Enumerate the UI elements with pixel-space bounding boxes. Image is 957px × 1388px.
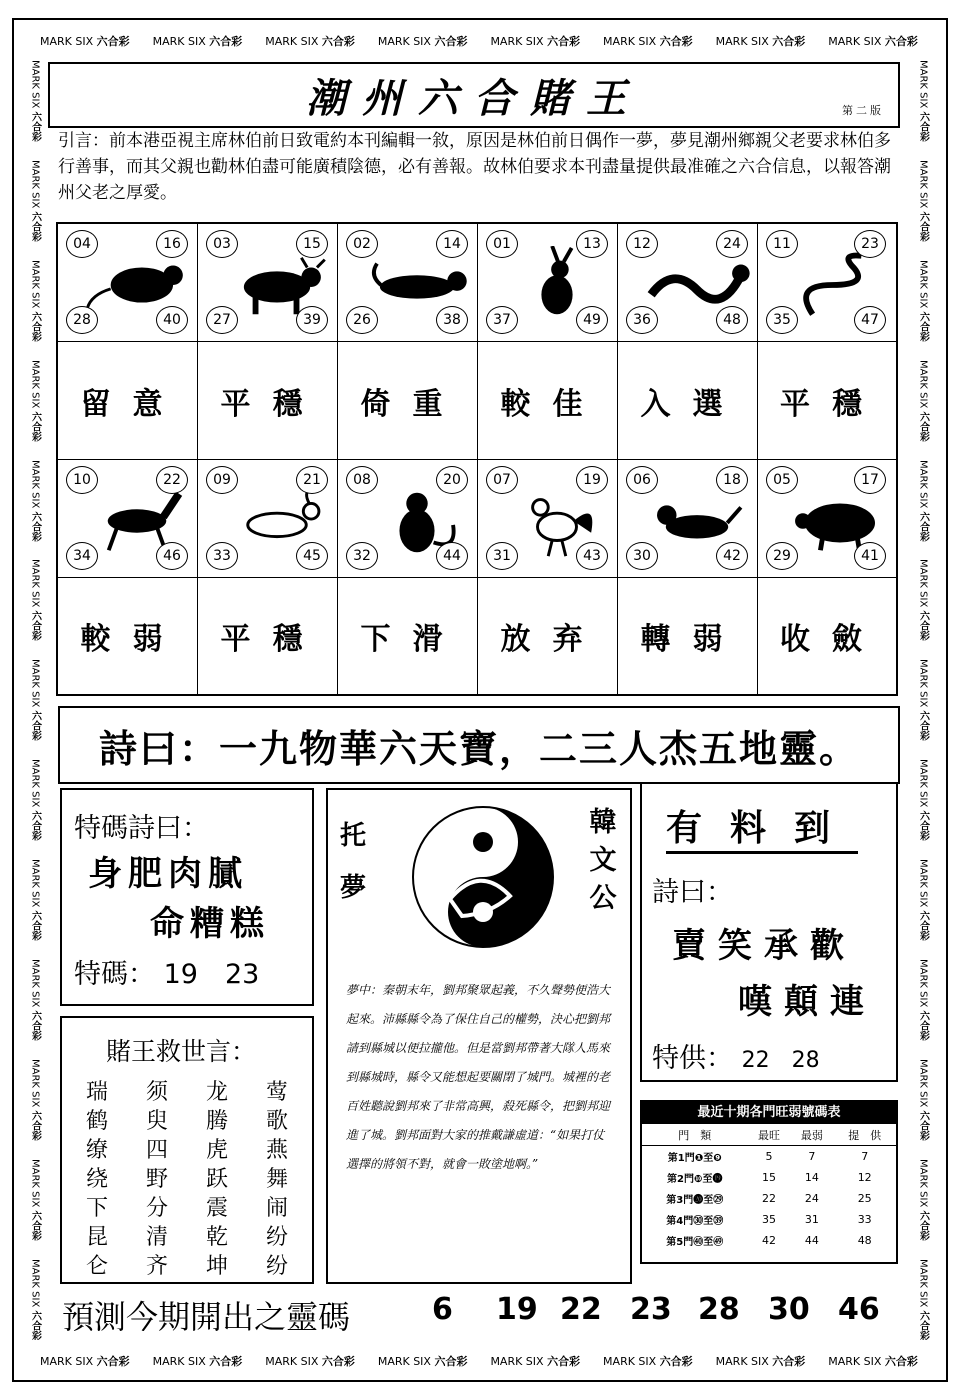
zodiac-number: 02 (346, 230, 378, 258)
zodiac-status-cell (198, 342, 338, 460)
watermark-cn: 六合彩 (772, 1355, 806, 1368)
watermark-cn: 六合彩 (96, 1355, 130, 1368)
page-title: 潮州六合賭王 (306, 74, 642, 122)
watermark-text (28, 460, 43, 542)
watermark-brand: MARK SIX (917, 60, 929, 109)
zodiac-status-cell (478, 578, 618, 694)
zodiac-status-cell (338, 578, 478, 694)
watermark-cn: 六合彩 (29, 610, 41, 641)
watermark-brand: MARK SIX (917, 1158, 929, 1207)
zodiac-status-cell (478, 342, 618, 460)
stats-cell: 7 (808, 1150, 816, 1163)
watermark-brand: MARK SIX (152, 1355, 206, 1368)
zodiac-number: 16 (156, 230, 188, 258)
watermark-text (28, 759, 43, 841)
material-line2: 嘆顛連 (738, 982, 876, 1022)
stats-cell: 44 (804, 1234, 819, 1247)
watermark-text (916, 1059, 931, 1141)
zodiac-number: 43 (576, 542, 608, 570)
zodiac-number: 35 (766, 306, 798, 334)
watermark-cn: 六合彩 (772, 35, 806, 48)
watermark-brand: MARK SIX (917, 559, 929, 608)
stats-row (642, 1167, 896, 1188)
stats-row (642, 1230, 896, 1251)
watermark-cn: 六合彩 (917, 710, 929, 741)
material-supply-row (652, 1036, 820, 1075)
stats-title: 最近十期各門旺弱號碼表 (642, 1102, 896, 1124)
watermark-cn: 六合彩 (321, 1355, 355, 1368)
watermark-cn: 六合彩 (209, 35, 243, 48)
material-supply-value: 22 28 (741, 1048, 820, 1073)
material-line1: 賣笑承歡 (672, 926, 856, 966)
zodiac-status-cell (338, 342, 478, 460)
watermark-text (916, 959, 931, 1041)
zodiac-cell (338, 460, 478, 578)
watermark-brand: MARK SIX (265, 1355, 319, 1368)
watermark-text (40, 33, 130, 49)
zodiac-number: 48 (716, 306, 748, 334)
zodiac-number: 36 (626, 306, 658, 334)
watermark-cn: 六合彩 (29, 511, 41, 541)
watermark-text (28, 959, 43, 1041)
watermark-text (28, 60, 43, 142)
prediction-number: 22 (560, 1292, 602, 1327)
stats-header-cell: 門 類 (642, 1124, 748, 1146)
watermark-brand: MARK SIX (603, 1355, 657, 1368)
watermark-brand: MARK SIX (917, 159, 929, 209)
stats-cell: 48 (857, 1234, 872, 1247)
watermark-cn: 六合彩 (29, 311, 41, 342)
watermark-text (603, 1353, 693, 1369)
zodiac-number: 07 (486, 466, 518, 494)
watermark-brand: MARK SIX (917, 259, 929, 309)
prediction-number: 30 (768, 1292, 810, 1327)
zodiac-cell (58, 224, 198, 342)
zodiac-number: 37 (486, 306, 518, 334)
watermark-brand: MARK SIX (29, 859, 41, 908)
zodiac-number: 18 (716, 466, 748, 494)
zodiac-number: 15 (296, 230, 328, 258)
watermark-cn: 六合彩 (917, 910, 929, 941)
zodiac-number: 12 (626, 230, 658, 258)
watermark-band-top (40, 28, 918, 54)
watermark-cn: 六合彩 (884, 35, 918, 48)
zodiac-number: 29 (766, 542, 798, 570)
zodiac-number: 26 (346, 306, 378, 334)
savior-box (60, 1016, 314, 1284)
stats-cell: 7 (861, 1150, 869, 1163)
stats-cell: 35 (761, 1213, 776, 1226)
watermark-cn: 六合彩 (917, 1310, 929, 1340)
zodiac-status: 轉弱 (640, 622, 745, 657)
zodiac-number: 42 (716, 542, 748, 570)
zodiac-number: 40 (156, 306, 188, 334)
watermark-cn: 六合彩 (917, 511, 929, 541)
watermark-text (28, 1259, 43, 1341)
stats-cell: 33 (857, 1213, 872, 1226)
zodiac-status: 平穩 (780, 386, 884, 422)
special-code-box (60, 788, 314, 1006)
watermark-cn: 六合彩 (917, 311, 929, 342)
watermark-brand: MARK SIX (29, 60, 41, 109)
watermark-text (916, 659, 931, 741)
material-label: 詩曰： (652, 877, 733, 908)
watermark-cn: 六合彩 (917, 111, 929, 142)
watermark-text (916, 60, 931, 142)
zodiac-status-cell (758, 342, 896, 460)
zodiac-status-cell (58, 578, 198, 694)
zodiac-cell (478, 224, 618, 342)
zodiac-number: 21 (296, 466, 328, 494)
watermark-cn: 六合彩 (29, 810, 41, 841)
intro-text: 引言：前本港亞視主席林伯前日致電約本刊編輯一敘，原因是林伯前日偶作一夢，夢見潮州鄉親父老要求林伯多行善事，而其父親也勸林伯盡可能廣積陰德，必有善報。故林伯要求本刊盡量提供最准確之六合信息，以報答潮州父老之厚愛。 (58, 131, 891, 203)
watermark-brand: MARK SIX (29, 759, 41, 808)
zodiac-number: 34 (66, 542, 98, 570)
watermark-text (28, 859, 43, 941)
special-code-row (74, 952, 259, 991)
watermark-text (28, 260, 43, 342)
poem-banner: 詩曰：一九物華六天寶，二三人杰五地靈。 (58, 706, 900, 784)
zodiac-number: 39 (296, 306, 328, 334)
watermark-brand: MARK SIX (490, 35, 544, 48)
watermark-brand: MARK SIX (917, 759, 929, 808)
watermark-text (265, 33, 355, 49)
watermark-brand: MARK SIX (917, 1058, 929, 1108)
watermark-brand: MARK SIX (917, 359, 929, 408)
zodiac-number: 23 (854, 230, 886, 258)
stats-header-cell: 最弱 (790, 1124, 833, 1146)
watermark-text (153, 33, 243, 49)
watermark-text (490, 1353, 580, 1369)
zodiac-number: 31 (486, 542, 518, 570)
watermark-text (28, 1159, 43, 1241)
watermark-cn: 六合彩 (917, 610, 929, 641)
watermark-brand: MARK SIX (917, 859, 929, 908)
watermark-cn: 六合彩 (29, 910, 41, 941)
watermark-text (490, 33, 580, 49)
stats-row (642, 1209, 896, 1230)
watermark-cn: 六合彩 (96, 35, 130, 48)
watermark-brand: MARK SIX (40, 1355, 94, 1368)
watermark-text (28, 1059, 43, 1141)
watermark-brand: MARK SIX (29, 559, 41, 608)
zodiac-number: 44 (436, 542, 468, 570)
watermark-brand: MARK SIX (29, 958, 41, 1008)
stats-cell: 15 (761, 1171, 776, 1184)
zodiac-number: 27 (206, 306, 238, 334)
dream-story: 夢中：秦朝末年，劉邦聚眾起義，不久聲勢便浩大起來。沛縣縣令為了保住自己的權勢，決心把劉邦請到縣城以便拉攏他。但是當劉邦帶著大隊人馬來到縣城時，縣令又能想起要關閉了城門。城裡的老百姓聽說劉邦來了非常高興，殺死縣令，把劉邦迎進了城。劉邦面對大家的推戴謙虛道：“如果打仗選擇的將領不對，就會一敗塗地啊。” (346, 983, 611, 1171)
watermark-text (378, 33, 468, 49)
zodiac-status: 較佳 (500, 386, 605, 422)
watermark-text (603, 33, 693, 49)
stats-row (642, 1188, 896, 1209)
watermark-cn: 六合彩 (209, 1355, 243, 1368)
special-code-value: 19 23 (163, 959, 260, 990)
watermark-brand: MARK SIX (828, 1355, 882, 1368)
watermark-text (916, 360, 931, 442)
zodiac-number: 22 (156, 466, 188, 494)
watermark-cn: 六合彩 (29, 1010, 41, 1041)
watermark-brand: MARK SIX (917, 958, 929, 1008)
watermark-brand: MARK SIX (40, 35, 94, 48)
zodiac-number: 45 (296, 542, 328, 570)
stats-cell: 25 (857, 1192, 872, 1205)
watermark-cn: 六合彩 (321, 35, 355, 48)
stats-cell: 12 (857, 1171, 872, 1184)
watermark-band-bottom (40, 1348, 918, 1374)
savior-column: 须臾四野分清齐 (145, 1080, 168, 1279)
watermark-brand: MARK SIX (29, 659, 41, 708)
zodiac-cell (338, 224, 478, 342)
dream-box (326, 788, 632, 1284)
zodiac-status-cell (198, 578, 338, 694)
zodiac-status-cell (618, 342, 758, 460)
zodiac-cell (758, 460, 896, 578)
watermark-cn: 六合彩 (917, 1010, 929, 1041)
zodiac-status-cell (618, 578, 758, 694)
watermark-brand: MARK SIX (29, 159, 41, 209)
watermark-brand: MARK SIX (917, 659, 929, 708)
watermark-cn: 六合彩 (917, 1210, 929, 1241)
zodiac-number: 32 (346, 542, 378, 570)
watermark-text (716, 1353, 806, 1369)
watermark-text (716, 33, 806, 49)
zodiac-number: 13 (576, 230, 608, 258)
watermark-brand: MARK SIX (152, 35, 206, 48)
watermark-text (265, 1353, 355, 1369)
watermark-brand: MARK SIX (715, 1355, 769, 1368)
watermark-brand: MARK SIX (917, 459, 929, 508)
watermark-cn: 六合彩 (659, 1355, 693, 1368)
zodiac-status: 留意 (80, 386, 185, 422)
watermark-cn: 六合彩 (434, 35, 468, 48)
yin-yang-icon (410, 804, 556, 950)
zodiac-cell (58, 460, 198, 578)
savior-column: 莺歌燕舞闹纷纷 (265, 1080, 288, 1279)
savior-title: 賭王救世言： (106, 1037, 257, 1066)
stats-cell: 第3門⓴至㉙ (666, 1195, 724, 1206)
title-box (48, 62, 900, 128)
watermark-brand: MARK SIX (603, 35, 657, 48)
watermark-cn: 六合彩 (29, 1310, 41, 1340)
zodiac-number: 24 (716, 230, 748, 258)
material-title: 有料到 (666, 800, 858, 854)
special-label: 特碼詩曰： (74, 813, 209, 844)
watermark-cn: 六合彩 (29, 211, 41, 242)
stats-cell: 14 (804, 1171, 819, 1184)
stats-header-cell: 最旺 (748, 1124, 791, 1146)
watermark-cn: 六合彩 (434, 1355, 468, 1368)
watermark-text (828, 33, 918, 49)
watermark-brand: MARK SIX (828, 35, 882, 48)
zodiac-number: 33 (206, 542, 238, 570)
prediction-number: 23 (630, 1292, 672, 1327)
zodiac-number: 20 (436, 466, 468, 494)
watermark-text (916, 859, 931, 941)
watermark-text (153, 1353, 243, 1369)
stats-table (642, 1124, 896, 1251)
zodiac-status: 平穩 (220, 622, 325, 657)
watermark-cn: 六合彩 (917, 211, 929, 242)
watermark-text (916, 160, 931, 242)
watermark-brand: MARK SIX (29, 1058, 41, 1108)
stats-cell: 第2門❿至⓳ (667, 1174, 723, 1185)
zodiac-number: 03 (206, 230, 238, 258)
stats-cell: 31 (804, 1213, 819, 1226)
savior-column: 瑞鹤缭绕下昆仑 (85, 1080, 108, 1279)
watermark-cn: 六合彩 (917, 810, 929, 841)
prediction-number: 28 (698, 1292, 740, 1327)
watermark-band-right (910, 60, 936, 1340)
watermark-cn: 六合彩 (917, 411, 929, 442)
prediction-number: 19 (496, 1292, 538, 1327)
zodiac-number: 47 (854, 306, 886, 334)
stats-cell: 第1門❶至❾ (667, 1153, 722, 1164)
stats-cell: 42 (761, 1234, 776, 1247)
watermark-brand: MARK SIX (377, 1355, 431, 1368)
zodiac-cell (618, 224, 758, 342)
watermark-brand: MARK SIX (29, 459, 41, 508)
watermark-cn: 六合彩 (659, 35, 693, 48)
edition-label: 第二版 (842, 104, 884, 117)
watermark-brand: MARK SIX (29, 359, 41, 408)
stats-cell: 第4門㉚至㊴ (666, 1216, 724, 1227)
watermark-text (916, 559, 931, 641)
watermark-cn: 六合彩 (547, 1355, 581, 1368)
stats-cell: 22 (761, 1192, 776, 1205)
zodiac-number: 41 (854, 542, 886, 570)
special-line1: 身肥肉膩 (88, 854, 248, 894)
special-code-label: 特碼： (74, 959, 155, 990)
zodiac-number: 05 (766, 466, 798, 494)
zodiac-status-cell (758, 578, 896, 694)
stats-box (640, 1100, 898, 1264)
watermark-brand: MARK SIX (29, 1258, 41, 1307)
zodiac-cell (618, 460, 758, 578)
zodiac-status: 放弃 (500, 622, 605, 657)
zodiac-cell (198, 224, 338, 342)
zodiac-number: 17 (854, 466, 886, 494)
watermark-cn: 六合彩 (29, 111, 41, 142)
watermark-text (916, 1259, 931, 1341)
watermark-brand: MARK SIX (29, 1158, 41, 1207)
watermark-text (40, 1353, 130, 1369)
zodiac-status: 較弱 (80, 622, 185, 657)
stats-header-row (642, 1124, 896, 1146)
stats-row (642, 1146, 896, 1168)
prediction-number: 46 (838, 1292, 880, 1327)
watermark-brand: MARK SIX (715, 35, 769, 48)
zodiac-cell (758, 224, 896, 342)
watermark-text (28, 360, 43, 442)
prediction-number: 6 (432, 1292, 453, 1327)
zodiac-number: 01 (486, 230, 518, 258)
watermark-brand: MARK SIX (917, 1258, 929, 1307)
zodiac-number: 28 (66, 306, 98, 334)
watermark-text (378, 1353, 468, 1369)
savior-column: 龙腾虎跃震乾坤 (205, 1080, 228, 1279)
zodiac-cell (478, 460, 618, 578)
zodiac-cell (198, 460, 338, 578)
watermark-text (916, 759, 931, 841)
zodiac-status: 下滑 (360, 622, 465, 657)
zodiac-number: 14 (436, 230, 468, 258)
zodiac-number: 11 (766, 230, 798, 258)
zodiac-number: 10 (66, 466, 98, 494)
zodiac-status: 入選 (640, 386, 745, 422)
zodiac-number: 49 (576, 306, 608, 334)
watermark-band-left (22, 60, 48, 1340)
zodiac-status: 收斂 (780, 622, 884, 657)
dream-left-label: 托夢 (340, 821, 367, 903)
zodiac-number: 06 (626, 466, 658, 494)
watermark-text (28, 160, 43, 242)
zodiac-status-cell (58, 342, 198, 460)
zodiac-number: 19 (576, 466, 608, 494)
watermark-cn: 六合彩 (29, 710, 41, 741)
stats-cell: 第5門㊵至㊾ (666, 1237, 724, 1248)
watermark-text (28, 659, 43, 741)
watermark-cn: 六合彩 (29, 1110, 41, 1141)
watermark-cn: 六合彩 (884, 1355, 918, 1368)
watermark-text (828, 1353, 918, 1369)
special-line2: 命糟糕 (150, 904, 270, 944)
material-supply-label: 特供： (652, 1043, 733, 1074)
watermark-brand: MARK SIX (29, 259, 41, 309)
zodiac-status: 倚重 (360, 386, 465, 422)
dream-right-label: 韓文公 (589, 807, 617, 914)
zodiac-number: 09 (206, 466, 238, 494)
watermark-cn: 六合彩 (29, 411, 41, 442)
watermark-brand: MARK SIX (490, 1355, 544, 1368)
stats-cell: 24 (804, 1192, 819, 1205)
zodiac-number: 04 (66, 230, 98, 258)
watermark-brand: MARK SIX (377, 35, 431, 48)
watermark-text (28, 559, 43, 641)
watermark-cn: 六合彩 (547, 35, 581, 48)
zodiac-number: 38 (436, 306, 468, 334)
watermark-text (916, 460, 931, 542)
stats-cell: 5 (765, 1150, 773, 1163)
watermark-cn: 六合彩 (29, 1210, 41, 1241)
zodiac-grid (56, 222, 898, 696)
watermark-cn: 六合彩 (917, 1110, 929, 1141)
zodiac-number: 46 (156, 542, 188, 570)
zodiac-status: 平穩 (220, 386, 325, 422)
material-box (640, 782, 898, 1082)
prediction-label: 預測今期開出之靈碼 (62, 1298, 351, 1336)
stats-header-cell: 提 供 (833, 1124, 896, 1146)
watermark-text (916, 1159, 931, 1241)
zodiac-number: 08 (346, 466, 378, 494)
watermark-text (916, 260, 931, 342)
zodiac-number: 30 (626, 542, 658, 570)
watermark-brand: MARK SIX (265, 35, 319, 48)
